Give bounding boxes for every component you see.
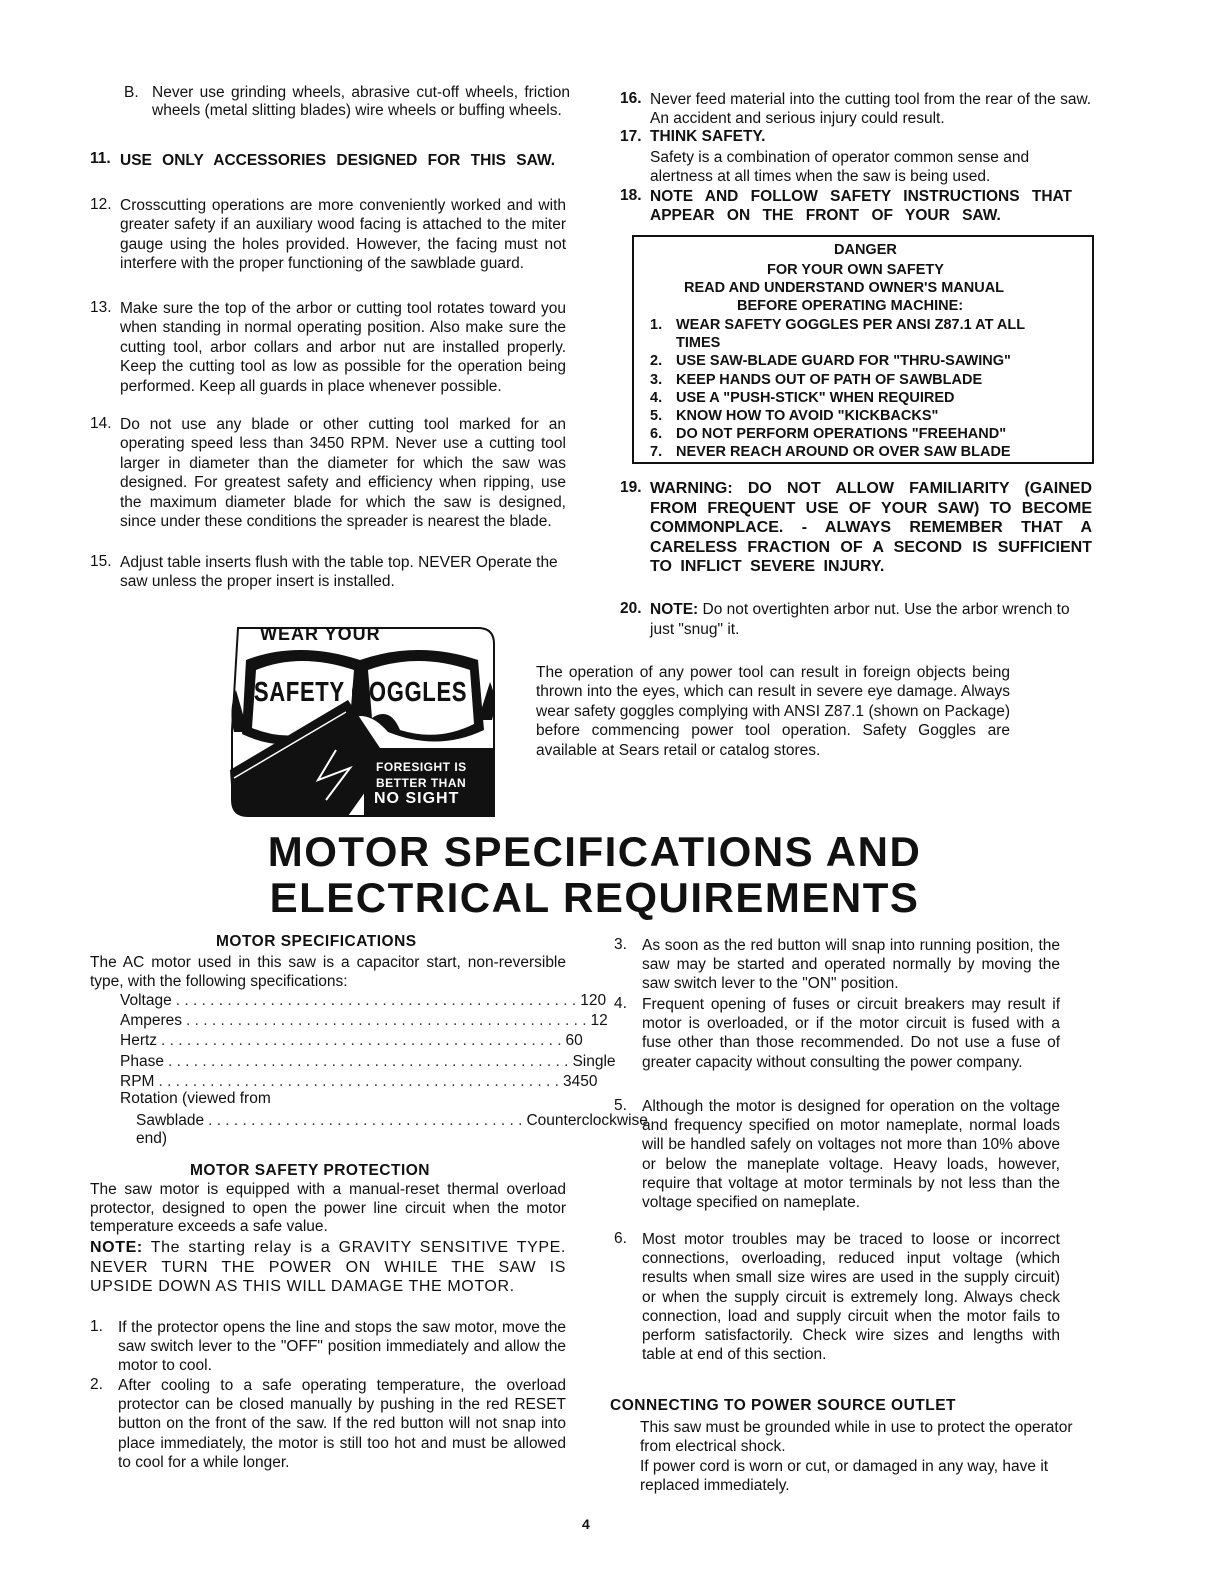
item-5-text: Although the motor is designed for operation on the voltage and frequency specified on motor nameplate, normal loads will be handled safely on voltages not more than 10% above or below the maneplate voltage. Heavy loads, however, require that voltage at motor terminals by not less than the voltage specified on nameplate. <box>642 1098 1060 1212</box>
badge-wear-your: WEAR YOUR <box>260 624 381 644</box>
danger-item <box>650 372 1090 390</box>
item-12-num: 12. <box>90 196 112 213</box>
item-11 <box>90 150 570 172</box>
item-16-num: 16. <box>620 90 642 107</box>
item-4-num: 4. <box>614 995 627 1012</box>
danger-item-text: USE SAW-BLADE GUARD FOR "THRU-SAWING" <box>676 353 1011 370</box>
spec-value: 3450 <box>562 1072 598 1090</box>
danger-list <box>650 317 1090 463</box>
outlet-para-1: This saw must be grounded while in use to protect the operator from electrical shock. <box>640 1419 1073 1456</box>
rotation-value: Counterclockwise <box>526 1112 648 1129</box>
item-17 <box>620 128 1092 186</box>
badge-goggles-text: SAFETY GOGGLES <box>254 676 468 707</box>
item-b-text: Never use grinding wheels, abrasive cut-off wheels, friction wheels (metal slitting blades) wire wheels or buffing wheels. <box>152 84 570 120</box>
danger-item-text: TIMES <box>676 335 721 352</box>
item-14 <box>90 415 566 531</box>
spec-value: Single <box>572 1052 616 1070</box>
item-17-head: THINK SAFETY. <box>650 128 766 145</box>
rotation-label-2: Sawblade end) <box>136 1112 205 1148</box>
note-text: The starting relay is a GRAVITY SENSITIVE TYPE. NEVER TURN THE POWER ON WHILE THE SAW IS UPSIDE DOWN AS THIS WILL DAMAGE THE MOTOR. <box>90 1239 566 1296</box>
item-13-text: Make sure the top of the arbor or cutting tool rotates toward you when standing in normal operating position. Also make sure the cutting tool, arbor collars and arbor nut are installed properly. Keep the cutting tool as low as possible for the operation being performed. Keep all guards in place whenever possible. <box>120 300 566 395</box>
spec-row <box>120 1032 583 1050</box>
item-13-num: 13. <box>90 299 112 316</box>
item-3-text: As soon as the red button will snap into running position, the saw may be started and operated normally by moving the saw switch lever to the "ON" position. <box>642 937 1060 993</box>
danger-item-text: KEEP HANDS OUT OF PATH OF SAWBLADE <box>676 371 983 388</box>
item-20-text: Do not overtighten arbor nut. Use the arbor wrench to just "snug" it. <box>650 601 1070 638</box>
item-12-text: Crosscutting operations are more conveniently worked and with greater safety if an auxiliary wood facing is attached to the miter gauge using the holes provided. However, the facing must not interfere with the proper functioning of the sawblade guard. <box>120 197 566 273</box>
item-20-num: 20. <box>620 600 642 617</box>
item-17-num: 17. <box>620 128 642 145</box>
danger-item-text: DO NOT PERFORM OPERATIONS "FREEHAND" <box>676 426 1007 443</box>
page-number: 4 <box>582 1516 590 1532</box>
spec-value: 60 <box>565 1032 583 1050</box>
section-title-line-2: ELECTRICAL REQUIREMENTS <box>269 874 920 921</box>
spec-leader: . . . . . . . . . . . . . . . . . . . . . . . . . . . . . . . . . . . . . . . . . . . . . . . <box>158 1072 559 1090</box>
danger-item-text: WEAR SAFETY GOGGLES PER ANSI Z87.1 AT ALL <box>676 317 1026 333</box>
danger-item <box>650 390 1090 408</box>
motor-protection-para: The saw motor is equipped with a manual-reset thermal overload protector, designed to open the power line circuit when the motor temperature exceeds a safe value. <box>90 1181 566 1236</box>
danger-item-text: USE A "PUSH-STICK" WHEN REQUIRED <box>676 389 955 406</box>
rotation-label-1: Rotation (viewed from <box>120 1090 271 1107</box>
rotation-leader: . . . . . . . . . . . . . . . . . . . . . . . . . . . . . . . . . . . . . <box>208 1112 523 1129</box>
item-15 <box>90 553 566 592</box>
motor-specs-intro: The AC motor used in this saw is a capacitor start, non-reversible type, with the following specifications: <box>90 954 566 990</box>
spec-label: Hertz <box>120 1032 158 1050</box>
item-14-num: 14. <box>90 415 112 432</box>
item-14-text: Do not use any blade or other cutting tool marked for an operating speed less than 3450 RPM. Never use a cutting tool larger in diameter than the diameter for which the saw was designed. For greatest safety and efficiency when ripping, use the maximum diameter blade for which the saw is designed, since under these conditions the spreader is nearest the blade. <box>120 416 566 531</box>
item-6 <box>614 1230 1060 1364</box>
danger-item-text: NEVER REACH AROUND OR OVER SAW BLADE <box>676 444 1011 461</box>
danger-item <box>650 408 1090 426</box>
danger-sub-3: BEFORE OPERATING MACHINE: <box>737 298 964 314</box>
item-19 <box>620 479 1092 577</box>
safety-goggles-badge <box>228 620 496 816</box>
danger-title: DANGER <box>834 242 897 258</box>
danger-item-num: 5. <box>650 407 663 424</box>
danger-item-text: KNOW HOW TO AVOID "KICKBACKS" <box>676 407 939 424</box>
item-15-text: Adjust table inserts flush with the table top. NEVER Operate the saw unless the proper insert is installed. <box>120 554 558 591</box>
danger-item-num: 6. <box>650 426 663 443</box>
danger-item <box>650 335 1090 353</box>
item-19-num: 19. <box>620 479 642 496</box>
eye-safety-paragraph: The operation of any power tool can result in foreign objects being thrown into the eyes, which can result in severe eye damage. Always wear safety goggles complying with ANSI Z87.1 (shown on Package) before commencing power tool operation. Safety Goggles are available at Sears retail or catalog stores. <box>536 664 1010 759</box>
item-18-num: 18. <box>620 187 642 204</box>
item-16 <box>620 90 1092 128</box>
item-17-text: Safety is a combination of operator common sense and alertness at all times when the saw is being used. <box>650 149 1030 186</box>
protection-item-1 <box>90 1318 566 1376</box>
item-b-label: B. <box>124 84 139 101</box>
badge-line-3: NO SIGHT <box>374 790 460 807</box>
protection-item-2 <box>90 1376 566 1472</box>
spec-row <box>120 1072 598 1091</box>
outlet-heading: CONNECTING TO POWER SOURCE OUTLET <box>610 1397 957 1414</box>
spec-label: Phase <box>120 1052 164 1070</box>
spec-leader: . . . . . . . . . . . . . . . . . . . . . . . . . . . . . . . . . . . . . . . . . . . . . . . <box>161 1032 562 1050</box>
spec-value: 12 <box>590 1012 608 1030</box>
section-title-line-1: MOTOR SPECIFICATIONS AND <box>267 828 922 875</box>
item-12 <box>90 196 566 274</box>
danger-item-num: 2. <box>650 353 663 370</box>
protection-item-1-num: 1. <box>90 1318 103 1335</box>
badge-line-1: FORESIGHT IS <box>376 760 467 774</box>
item-5-num: 5. <box>614 1097 627 1114</box>
item-18-text: NOTE AND FOLLOW SAFETY INSTRUCTIONS THAT APPEAR ON THE FRONT OF YOUR SAW. <box>650 188 1073 224</box>
danger-item-num: 4. <box>650 389 663 406</box>
spec-leader: . . . . . . . . . . . . . . . . . . . . . . . . . . . . . . . . . . . . . . . . . . . . . . . <box>175 992 577 1009</box>
item-5 <box>614 1097 1060 1212</box>
danger-item-num: 7. <box>650 444 663 461</box>
motor-protection-heading: MOTOR SAFETY PROTECTION <box>190 1162 430 1179</box>
item-20-head: NOTE: <box>650 601 699 618</box>
item-11-text: USE ONLY ACCESSORIES DESIGNED FOR THIS SAW. <box>120 152 556 169</box>
item-4-text: Frequent opening of fuses or circuit breakers may result if motor is overloaded, or if the motor circuit is fused with a fuse other than those recommended. Do not use a fuse of greater capacity without consulting the power company. <box>642 996 1060 1071</box>
motor-specs-heading: MOTOR SPECIFICATIONS <box>216 933 417 950</box>
danger-item <box>650 353 1090 371</box>
item-b <box>124 84 570 120</box>
item-13 <box>90 299 566 396</box>
item-16-text: Never feed material into the cutting tool from the rear of the saw. An accident and serious injury could result. <box>650 91 1092 127</box>
spec-label: Voltage <box>120 992 172 1009</box>
item-15-num: 15. <box>90 553 112 570</box>
spec-leader: . . . . . . . . . . . . . . . . . . . . . . . . . . . . . . . . . . . . . . . . . . . . . . . <box>186 1012 587 1030</box>
protection-item-2-num: 2. <box>90 1376 103 1393</box>
outlet-para-2: If power cord is worn or cut, or damaged in any way, have it replaced immediately. <box>640 1458 1049 1495</box>
item-3-num: 3. <box>614 936 627 953</box>
spec-row <box>120 1052 616 1071</box>
danger-sub-2: READ AND UNDERSTAND OWNER'S MANUAL <box>684 280 1005 296</box>
item-3 <box>614 936 1060 994</box>
item-18 <box>620 187 1092 225</box>
spec-label: Amperes <box>120 1012 183 1030</box>
motor-protection-note <box>90 1238 566 1297</box>
protection-item-2-text: After cooling to a safe operating temperature, the overload protector can be closed manually by pushing in the red RESET button on the front of the saw. If the red button will not snap into place immediately, the motor is still too hot and must be allowed to cool for a while longer. <box>118 1377 566 1471</box>
badge-line-2: BETTER THAN <box>376 776 467 790</box>
item-4 <box>614 995 1060 1072</box>
spec-leader: . . . . . . . . . . . . . . . . . . . . . . . . . . . . . . . . . . . . . . . . . . . . . . . <box>167 1052 569 1070</box>
protection-item-1-text: If the protector opens the line and stops the saw motor, move the saw switch lever to the "OFF" position immediately and allow the motor to cool. <box>118 1319 566 1375</box>
danger-box <box>632 235 1094 464</box>
danger-item <box>650 317 1090 335</box>
item-6-text: Most motor troubles may be traced to loose or incorrect connections, overloading, reduced input voltage (which results when small size wires are used in the supply circuit) or when the supply circuit is extremely long. Always check connection, load and supply circuit when the motor fails to perform satisfactorily. Check wire sizes and lengths with table at end of this section. <box>642 1231 1060 1364</box>
danger-sub-1: FOR YOUR OWN SAFETY <box>767 262 944 278</box>
danger-item-num: 3. <box>650 371 663 388</box>
item-11-num: 11. <box>90 150 111 167</box>
note-head: NOTE: <box>90 1239 143 1256</box>
item-6-num: 6. <box>614 1230 627 1247</box>
rotation-row <box>136 1112 648 1148</box>
danger-item-num: 1. <box>650 317 663 333</box>
danger-item <box>650 426 1090 444</box>
item-20 <box>620 600 1092 640</box>
item-19-text: WARNING: DO NOT ALLOW FAMILIARITY (GAINED FROM FREQUENT USE OF YOUR SAW) TO BECOME COMMONPLACE. - ALWAYS REMEMBER THAT A CARELESS FRACTION OF A SECOND IS SUFFICIENT TO INFLICT SEVERE INJURY. <box>650 480 1092 575</box>
spec-row <box>120 1012 608 1030</box>
spec-value: 120 <box>580 992 607 1009</box>
danger-item <box>650 444 1090 462</box>
item-20-body <box>620 600 1092 640</box>
spec-label: RPM <box>120 1072 155 1090</box>
spec-row <box>120 992 607 1010</box>
